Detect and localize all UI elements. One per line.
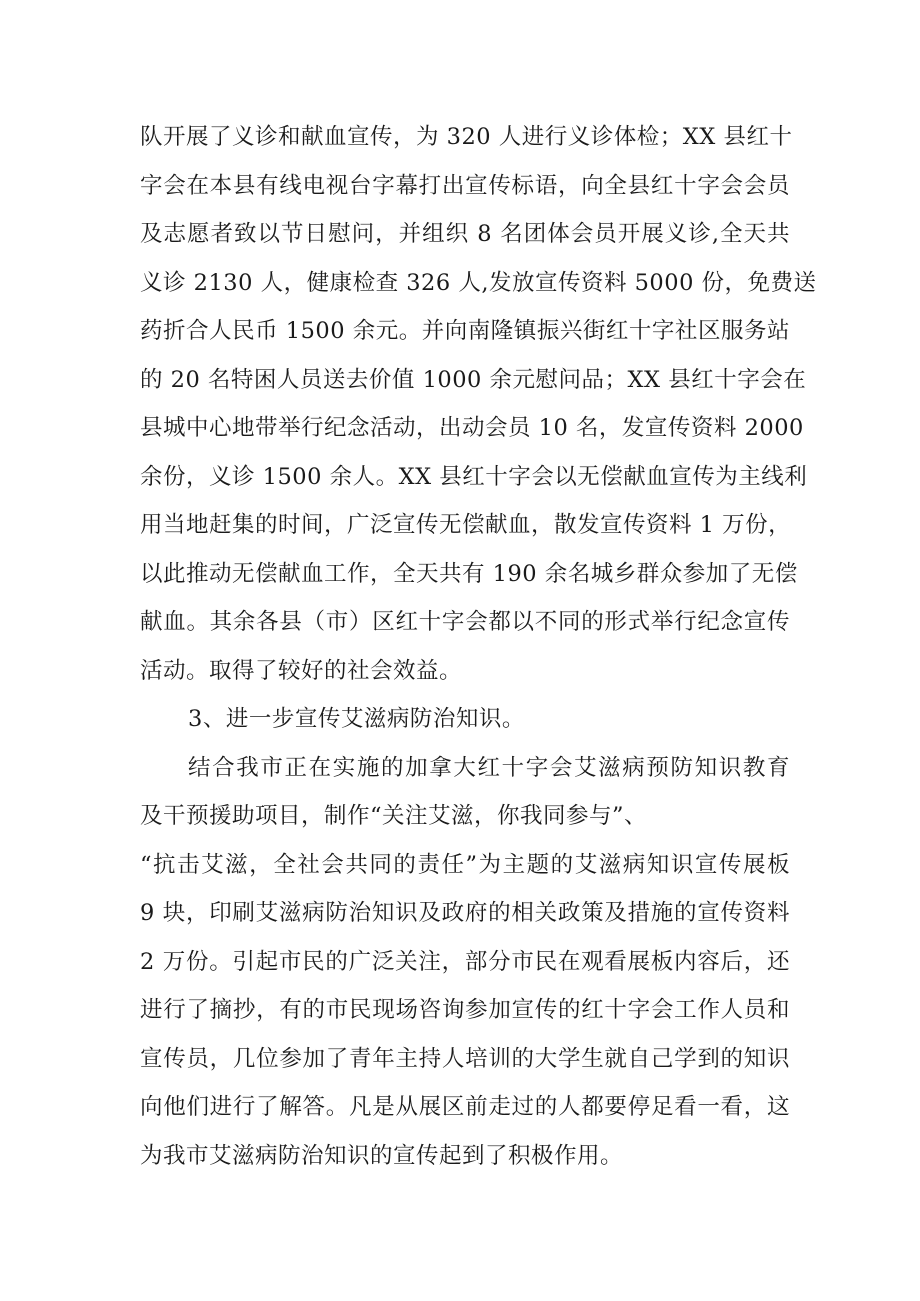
text-line: 药折合人民币 1500 余元。并向南隆镇振兴街红十字社区服务站 (140, 318, 790, 344)
text-line: 献血。其余各县（市）区红十字会都以不同的形式举行纪念宣传 (140, 609, 790, 635)
text-line: 为我市艾滋病防治知识的宣传起到了积极作用。 (140, 1142, 624, 1169)
text-line: 用当地赶集的时间，广泛宣传无偿献血，散发宣传资料 1 万份， (140, 512, 792, 538)
text-line: 进行了摘抄，有的市民现场咨询参加宣传的红十字会工作人员和 (140, 997, 790, 1023)
text-line: 以此推动无偿献血工作，全天共有 190 余名城乡群众参加了无偿 (140, 560, 798, 587)
body-text (140, 113, 817, 1180)
section-heading: 3、进一步宣传艾滋病防治知识。 (188, 706, 525, 732)
text-line: 义诊 2130 人，健康检查 326 人,发放宣传资料 5000 份，免费送 (140, 269, 817, 296)
text-line: 的 20 名特困人员送去价值 1000 余元慰问品；XX 县红十字会在 (140, 366, 807, 393)
text-line: 及干预援助项目，制作“关注艾滋，你我同参与”、 (140, 803, 648, 829)
text-line: 县城中心地带举行纪念活动，出动会员 10 名，发宣传资料 2000 (140, 415, 804, 441)
text-line: 及志愿者致以节日慰问，并组织 8 名团体会员开展义诊,全天共 (140, 221, 790, 247)
text-line: 宣传员，几位参加了青年主持人培训的大学生就自己学到的知识 (140, 1045, 790, 1072)
text-line: 活动。取得了较好的社会效益。 (140, 657, 463, 684)
text-line: 9 块，印刷艾滋病防治知识及政府的相关政策及措施的宣传资料 (140, 900, 790, 926)
text-line: 2 万份。引起市民的广泛关注，部分市民在观看展板内容后，还 (140, 948, 790, 975)
text-line: 结合我市正在实施的加拿大红十字会艾滋病预防知识教育 (188, 754, 790, 781)
text-line: 字会在本县有线电视台字幕打出宣传标语，向全县红十字会会员 (140, 172, 790, 199)
text-line: “抗击艾滋，全社会共同的责任”为主题的艾滋病知识宣传展板 (140, 851, 790, 878)
text-line: 队开展了义诊和献血宣传，为 320 人进行义诊体检；XX 县红十 (140, 124, 793, 150)
text-line: 余份，义诊 1500 余人。XX 县红十字会以无偿献血宣传为主线利 (140, 463, 808, 490)
text-line: 向他们进行了解答。凡是从展区前走过的人都要停足看一看，这 (140, 1094, 790, 1120)
